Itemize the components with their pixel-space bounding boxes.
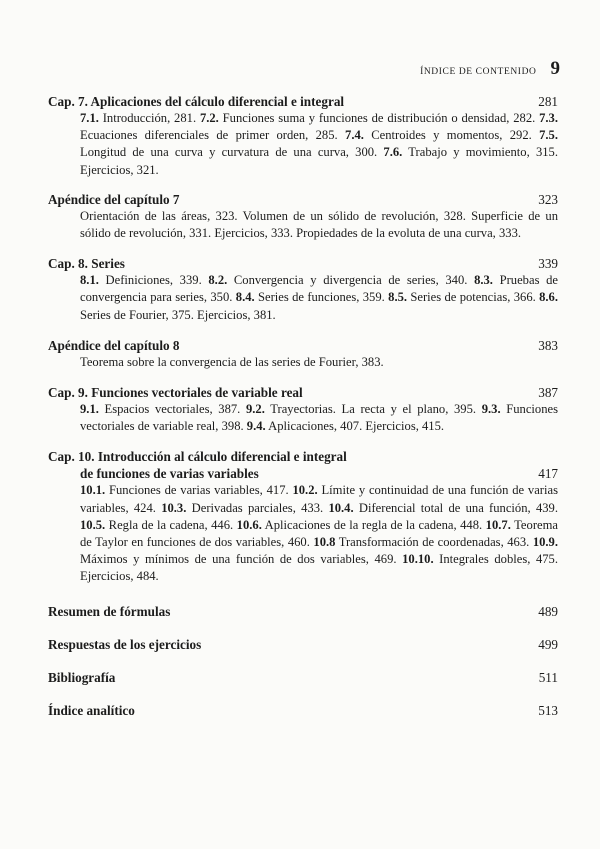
- toc-entry[interactable]: [48, 255, 558, 324]
- section-text: Trabajo y movimiento, 315. Ejercicios, 321.: [80, 145, 559, 177]
- toc-entry-title: Apéndice del capítulo 8: [48, 337, 180, 353]
- toc-entry-heading-row: [48, 702, 558, 719]
- section-number: 10.2.: [292, 483, 318, 498]
- toc-entry[interactable]: [48, 636, 558, 653]
- section-text: Teorema de Taylor en funciones de dos variables, 460.: [80, 517, 558, 550]
- page-number: 9: [550, 58, 560, 79]
- section-number: 9.1.: [80, 402, 99, 417]
- section-number: 10.7.: [485, 517, 511, 532]
- toc-entry-subtitle-row: [80, 465, 558, 482]
- section-number: 7.6.: [383, 145, 403, 160]
- section-text: Introducción, 281.: [98, 111, 200, 125]
- toc-entry-heading-row: [48, 636, 558, 653]
- toc-entry-page: 281: [538, 94, 558, 109]
- section-number: 7.2.: [199, 111, 219, 125]
- section-number: 8.1.: [80, 273, 99, 288]
- section-text: Convergencia y divergencia de series, 340.: [227, 273, 475, 288]
- running-header-title: ÍNDICE DE CONTENIDO: [420, 67, 537, 77]
- section-text: Orientación de las áreas, 323. Volumen de un sólido de revolución, 328. Superficie de un sólido de revolución, 331. Ejercicios, 333. Propiedades de la evoluta de una curva, 333.: [80, 208, 558, 241]
- section-number: 8.6.: [539, 290, 558, 305]
- section-text: Derivadas parciales, 433.: [186, 500, 329, 515]
- section-text: Series de potencias, 366.: [407, 290, 540, 305]
- section-number: 8.4.: [235, 290, 255, 305]
- toc-entry-heading-row: [48, 384, 558, 401]
- section-text: Ecuaciones diferenciales de primer orden, 285.: [80, 128, 346, 143]
- section-number: 10.6.: [236, 517, 262, 532]
- section-text: Series de funciones, 359.: [254, 290, 389, 305]
- toc-entry-description: [80, 354, 558, 371]
- section-number: 9.4.: [246, 419, 266, 434]
- section-text: Definiciones, 339.: [98, 273, 209, 288]
- section-text: Funciones vectoriales de variable real, 398.: [80, 402, 559, 434]
- section-number: 10.8: [313, 535, 336, 550]
- toc-entry-page: 499: [538, 636, 558, 652]
- section-text: Espacios vectoriales, 387.: [98, 402, 246, 417]
- toc-entry-page: 489: [538, 603, 558, 619]
- toc-entry-heading-row: [48, 603, 558, 620]
- toc-entry-description: [80, 272, 558, 324]
- section-number: 7.4.: [345, 128, 364, 143]
- toc-entry[interactable]: [48, 702, 558, 719]
- toc-entry-title: Cap. 8. Series: [48, 256, 125, 272]
- toc-entry-page: 387: [538, 385, 558, 401]
- toc-entry-page: 383: [538, 337, 558, 353]
- toc-entry-title: Cap. 9. Funciones vectoriales de variable real: [48, 385, 303, 401]
- section-text: Integrales dobles, 475. Ejercicios, 484.: [80, 552, 558, 584]
- section-text: Aplicaciones de la regla de la cadena, 448.: [261, 517, 486, 532]
- toc-entry-page: 511: [538, 669, 558, 685]
- section-number: 7.5.: [539, 128, 558, 143]
- section-number: 8.2.: [208, 273, 228, 288]
- section-text: Pruebas de convergencia para series, 350.: [80, 273, 559, 305]
- section-number: 10.3.: [161, 500, 187, 515]
- section-text: Centroides y momentos, 292.: [363, 128, 540, 143]
- toc-entry-description: [80, 482, 558, 585]
- section-text: Teorema sobre la convergencia de las series de Fourier, 383.: [80, 354, 384, 369]
- toc-entry-description: [80, 110, 558, 179]
- toc-entry-heading-row: [48, 337, 558, 354]
- section-number: 10.5.: [80, 517, 106, 532]
- section-text: Diferencial total de una función, 439.: [353, 500, 558, 515]
- toc-entry-heading-row: [48, 255, 558, 272]
- toc-entry[interactable]: [48, 93, 558, 179]
- toc-entry-title: Bibliografía: [48, 669, 116, 685]
- section-text: Máximos y mínimos de una función de dos variables, 469.: [80, 552, 403, 567]
- toc-entry[interactable]: [48, 191, 558, 242]
- section-number: 8.3.: [474, 273, 493, 288]
- toc-entry-title: Apéndice del capítulo 7: [48, 191, 180, 207]
- toc-entry-heading-row: [48, 669, 558, 686]
- toc-entry[interactable]: [48, 669, 558, 686]
- section-text: Series de Fourier, 375. Ejercicios, 381.: [80, 307, 276, 322]
- table-of-contents: [48, 93, 558, 719]
- section-number: 7.3.: [539, 111, 558, 125]
- toc-entry-title: Cap. 10. Introducción al cálculo diferencial e integral: [48, 449, 347, 465]
- toc-entry-page: 513: [538, 702, 558, 718]
- section-number: 10.4.: [328, 500, 354, 515]
- running-header: [420, 58, 560, 80]
- section-text: Regla de la cadena, 446.: [105, 517, 237, 532]
- toc-entry-page: 417: [538, 466, 558, 482]
- section-number: 10.9.: [532, 535, 558, 550]
- section-text: Aplicaciones, 407. Ejercicios, 415.: [265, 419, 445, 434]
- toc-entry-heading-row: [48, 191, 558, 208]
- toc-entry-title: Cap. 7. Aplicaciones del cálculo diferencial e integral: [48, 94, 345, 109]
- section-text: Longitud de una curva y curvatura de una curva, 300.: [80, 145, 384, 160]
- toc-entry-subtitle: de funciones de varias variables: [80, 466, 259, 482]
- toc-entry[interactable]: [48, 448, 558, 585]
- toc-entry[interactable]: [48, 603, 558, 620]
- toc-entry-page: 323: [538, 191, 558, 207]
- section-number: 10.1.: [80, 483, 106, 498]
- toc-entry-title: Respuestas de los ejercicios: [48, 636, 202, 652]
- section-text: Funciones de varias variables, 417.: [105, 483, 293, 498]
- toc-entry[interactable]: [48, 337, 558, 371]
- section-text: Trayectorias. La recta y el plano, 395.: [264, 402, 482, 417]
- section-number: 9.2.: [245, 402, 265, 417]
- section-number: 10.10.: [402, 552, 434, 567]
- section-text: Límite y continuidad de una función de varias variables, 424.: [80, 483, 558, 515]
- toc-entry-description: [80, 401, 558, 435]
- section-number: 8.5.: [388, 290, 408, 305]
- section-text: Funciones suma y funciones de distribución o densidad, 282.: [218, 111, 540, 125]
- toc-entry-title: Índice analítico: [48, 702, 135, 718]
- toc-entry-page: 339: [538, 256, 558, 272]
- section-number: 7.1.: [80, 111, 99, 125]
- toc-entry[interactable]: [48, 384, 558, 435]
- toc-entry-heading-row: [48, 448, 558, 465]
- section-text: Transformación de coordenadas, 463.: [335, 535, 533, 550]
- toc-entry-title: Resumen de fórmulas: [48, 603, 171, 619]
- toc-entry-heading-row: [48, 93, 558, 110]
- section-number: 9.3.: [481, 402, 501, 417]
- toc-entry-description: [80, 208, 558, 242]
